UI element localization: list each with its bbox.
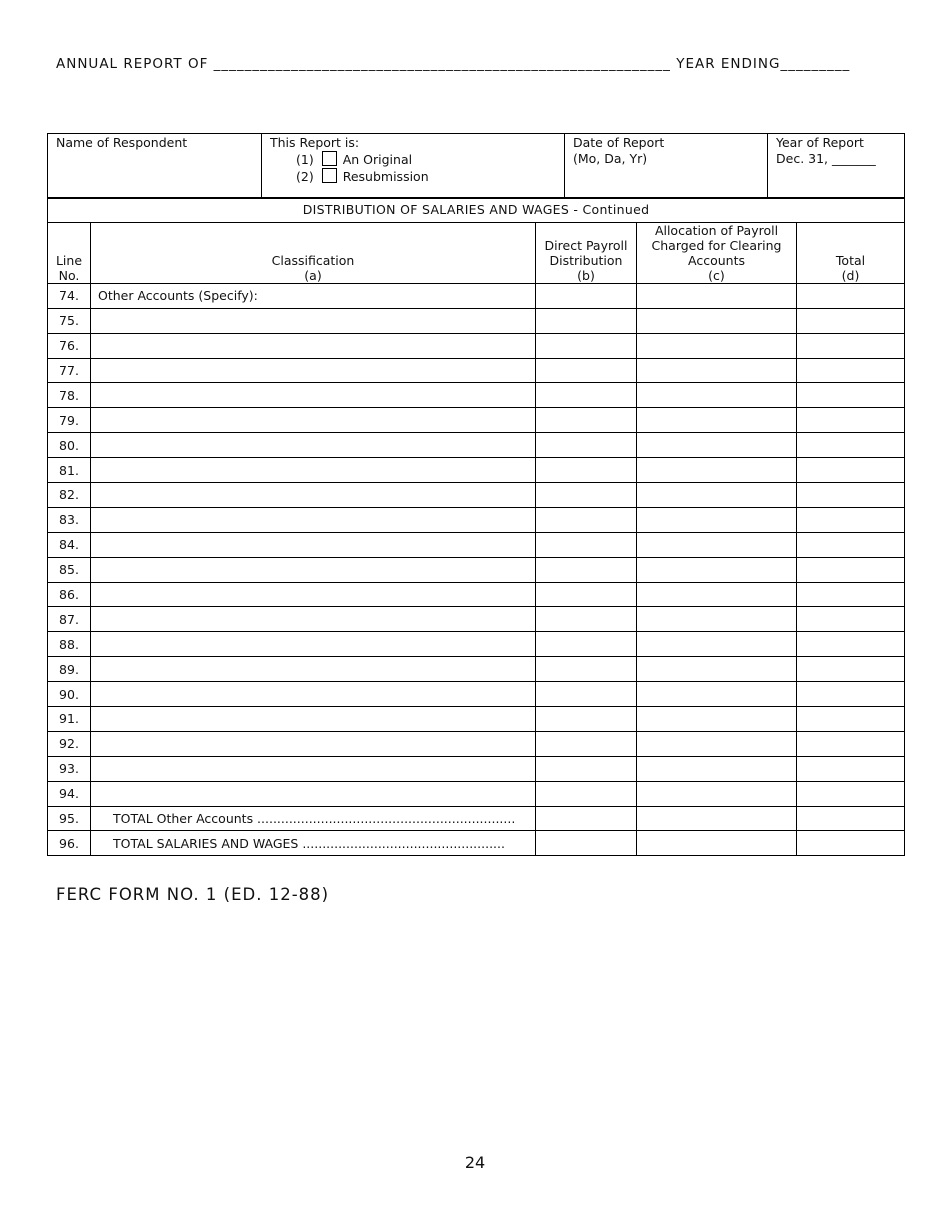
line-number: 95. xyxy=(48,806,91,831)
option1-label: An Original xyxy=(342,152,413,167)
table-row xyxy=(48,707,905,732)
direct-payroll-cell[interactable] xyxy=(536,557,637,582)
classification-cell[interactable] xyxy=(91,682,536,707)
classification-cell[interactable] xyxy=(91,632,536,657)
col-header-line xyxy=(48,222,91,283)
table-row xyxy=(48,408,905,433)
allocation-cell[interactable] xyxy=(637,383,797,408)
report-type-cell xyxy=(262,134,565,199)
direct-payroll-cell[interactable] xyxy=(536,458,637,483)
total-cell[interactable] xyxy=(797,831,905,856)
classification-cell[interactable] xyxy=(91,358,536,383)
col-c-4: (c) xyxy=(708,267,725,283)
table-row xyxy=(48,557,905,582)
total-cell[interactable] xyxy=(797,532,905,557)
table-row xyxy=(48,831,905,856)
classification-cell[interactable] xyxy=(91,308,536,333)
classification-cell[interactable] xyxy=(91,657,536,682)
col-b-1: Direct Payroll xyxy=(544,237,628,253)
direct-payroll-cell[interactable] xyxy=(536,433,637,458)
original-checkbox[interactable] xyxy=(322,151,337,166)
table-row xyxy=(48,433,905,458)
line-number: 78. xyxy=(48,383,91,408)
allocation-cell[interactable] xyxy=(637,756,797,781)
allocation-cell[interactable] xyxy=(637,507,797,532)
respondent-label: Name of Respondent xyxy=(56,135,188,150)
classification-cell[interactable]: TOTAL Other Accounts ................................................................. xyxy=(91,806,536,831)
col-b-3: (b) xyxy=(577,267,595,283)
line-number: 94. xyxy=(48,781,91,806)
allocation-cell[interactable] xyxy=(637,707,797,732)
year-label: Year of Report xyxy=(776,135,864,150)
line-number: 76. xyxy=(48,333,91,358)
direct-payroll-cell[interactable] xyxy=(536,756,637,781)
classification-cell[interactable] xyxy=(91,507,536,532)
direct-payroll-cell[interactable] xyxy=(536,483,637,508)
total-cell[interactable] xyxy=(797,607,905,632)
line-number: 91. xyxy=(48,707,91,732)
line-number: 92. xyxy=(48,731,91,756)
table-row xyxy=(48,458,905,483)
allocation-cell[interactable] xyxy=(637,532,797,557)
total-cell[interactable] xyxy=(797,707,905,732)
total-cell[interactable] xyxy=(797,383,905,408)
line-number: 93. xyxy=(48,756,91,781)
classification-cell[interactable] xyxy=(91,582,536,607)
table-row xyxy=(48,731,905,756)
table-row xyxy=(48,483,905,508)
line-number: 80. xyxy=(48,433,91,458)
line-number: 88. xyxy=(48,632,91,657)
allocation-cell[interactable] xyxy=(637,333,797,358)
classification-cell[interactable] xyxy=(91,756,536,781)
allocation-cell[interactable] xyxy=(637,682,797,707)
col-line-2: No. xyxy=(58,267,80,283)
annual-report-line: ANNUAL REPORT OF ___________________________________________________________ YEAR ENDING_________ xyxy=(56,56,851,72)
classification-cell[interactable] xyxy=(91,532,536,557)
table-row xyxy=(48,682,905,707)
direct-payroll-cell[interactable] xyxy=(536,582,637,607)
total-cell[interactable] xyxy=(797,483,905,508)
classification-cell[interactable] xyxy=(91,458,536,483)
table-row xyxy=(48,632,905,657)
table-row xyxy=(48,383,905,408)
classification-cell[interactable] xyxy=(91,731,536,756)
direct-payroll-cell[interactable] xyxy=(536,707,637,732)
form-id: FERC FORM NO. 1 (ED. 12-88) xyxy=(56,885,330,904)
direct-payroll-cell[interactable] xyxy=(536,408,637,433)
total-cell[interactable] xyxy=(797,781,905,806)
allocation-cell[interactable] xyxy=(637,283,797,308)
option-original xyxy=(270,151,556,168)
col-line-1: Line xyxy=(55,252,83,268)
total-cell[interactable] xyxy=(797,756,905,781)
direct-payroll-cell[interactable] xyxy=(536,831,637,856)
total-cell[interactable] xyxy=(797,731,905,756)
total-cell[interactable] xyxy=(797,507,905,532)
allocation-cell[interactable] xyxy=(637,731,797,756)
respondent-info-table xyxy=(47,133,905,199)
salaries-table xyxy=(47,197,905,856)
line-number: 74. xyxy=(48,283,91,308)
line-number: 90. xyxy=(48,682,91,707)
classification-cell[interactable] xyxy=(91,408,536,433)
year-cell[interactable] xyxy=(768,134,905,199)
direct-payroll-cell[interactable] xyxy=(536,333,637,358)
total-cell[interactable] xyxy=(797,308,905,333)
classification-cell[interactable] xyxy=(91,707,536,732)
allocation-cell[interactable] xyxy=(637,408,797,433)
total-cell[interactable] xyxy=(797,408,905,433)
line-number: 77. xyxy=(48,358,91,383)
option2-label: Resubmission xyxy=(342,169,429,184)
line-number: 83. xyxy=(48,507,91,532)
direct-payroll-cell[interactable] xyxy=(536,507,637,532)
total-cell[interactable] xyxy=(797,333,905,358)
total-cell[interactable] xyxy=(797,557,905,582)
direct-payroll-cell[interactable] xyxy=(536,731,637,756)
direct-payroll-cell[interactable] xyxy=(536,682,637,707)
line-number: 89. xyxy=(48,657,91,682)
line-number: 75. xyxy=(48,308,91,333)
direct-payroll-cell[interactable] xyxy=(536,632,637,657)
direct-payroll-cell[interactable] xyxy=(536,657,637,682)
direct-payroll-cell[interactable] xyxy=(536,283,637,308)
classification-cell[interactable] xyxy=(91,383,536,408)
col-d-1: Total xyxy=(835,252,866,268)
col-b-2: Distribution xyxy=(549,252,623,268)
line-number: 96. xyxy=(48,831,91,856)
direct-payroll-cell[interactable] xyxy=(536,607,637,632)
line-number: 87. xyxy=(48,607,91,632)
table-row xyxy=(48,607,905,632)
classification-cell[interactable]: TOTAL SALARIES AND WAGES ................................................... xyxy=(91,831,536,856)
year-value: Dec. 31, _______ xyxy=(776,151,876,166)
table-title: DISTRIBUTION OF SALARIES AND WAGES - Continued xyxy=(48,198,905,223)
table-row xyxy=(48,532,905,557)
col-d-2: (d) xyxy=(841,267,860,283)
total-cell[interactable] xyxy=(797,582,905,607)
allocation-cell[interactable] xyxy=(637,607,797,632)
table-row xyxy=(48,283,905,308)
classification-cell[interactable] xyxy=(91,557,536,582)
total-cell[interactable] xyxy=(797,657,905,682)
col-a-1: Classification xyxy=(271,252,355,268)
table-row xyxy=(48,333,905,358)
col-header-classification xyxy=(91,222,536,283)
date-label: Date of Report xyxy=(573,135,665,150)
allocation-cell[interactable] xyxy=(637,458,797,483)
date-cell[interactable] xyxy=(565,134,768,199)
direct-payroll-cell[interactable] xyxy=(536,781,637,806)
allocation-cell[interactable] xyxy=(637,806,797,831)
direct-payroll-cell[interactable] xyxy=(536,358,637,383)
col-c-1: Allocation of Payroll xyxy=(654,222,779,238)
report-is-label: This Report is: xyxy=(270,135,360,150)
total-cell[interactable] xyxy=(797,458,905,483)
classification-cell[interactable] xyxy=(91,483,536,508)
table-row xyxy=(48,358,905,383)
option-resubmission xyxy=(270,168,556,185)
table-row xyxy=(48,781,905,806)
line-number: 86. xyxy=(48,582,91,607)
col-header-total xyxy=(797,222,905,283)
classification-cell[interactable] xyxy=(91,433,536,458)
allocation-cell[interactable] xyxy=(637,632,797,657)
col-header-direct-payroll xyxy=(536,222,637,283)
page-number: 24 xyxy=(464,1153,486,1172)
allocation-cell[interactable] xyxy=(637,557,797,582)
classification-cell[interactable] xyxy=(91,781,536,806)
total-cell[interactable] xyxy=(797,358,905,383)
allocation-cell[interactable] xyxy=(637,831,797,856)
col-header-allocation xyxy=(637,222,797,283)
allocation-cell[interactable] xyxy=(637,582,797,607)
table-row xyxy=(48,657,905,682)
total-cell[interactable] xyxy=(797,283,905,308)
col-c-3: Accounts xyxy=(688,252,745,268)
allocation-cell[interactable] xyxy=(637,781,797,806)
line-number: 82. xyxy=(48,483,91,508)
total-cell[interactable] xyxy=(797,632,905,657)
direct-payroll-cell[interactable] xyxy=(536,308,637,333)
direct-payroll-cell[interactable] xyxy=(536,532,637,557)
table-row xyxy=(48,507,905,532)
date-format: (Mo, Da, Yr) xyxy=(573,151,648,166)
direct-payroll-cell[interactable] xyxy=(536,383,637,408)
table-row xyxy=(48,806,905,831)
allocation-cell[interactable] xyxy=(637,657,797,682)
table-row xyxy=(48,756,905,781)
total-cell[interactable] xyxy=(797,806,905,831)
line-number: 85. xyxy=(48,557,91,582)
total-cell[interactable] xyxy=(797,682,905,707)
option2-number: (2) xyxy=(296,169,314,184)
direct-payroll-cell[interactable] xyxy=(536,806,637,831)
classification-cell[interactable]: Other Accounts (Specify): xyxy=(91,283,536,308)
resubmission-checkbox[interactable] xyxy=(322,168,337,183)
option1-number: (1) xyxy=(296,152,314,167)
classification-cell[interactable] xyxy=(91,333,536,358)
line-number: 84. xyxy=(48,532,91,557)
table-row xyxy=(48,308,905,333)
allocation-cell[interactable] xyxy=(637,433,797,458)
col-c-2: Charged for Clearing xyxy=(651,237,782,253)
line-number: 81. xyxy=(48,458,91,483)
allocation-cell[interactable] xyxy=(637,308,797,333)
line-number: 79. xyxy=(48,408,91,433)
allocation-cell[interactable] xyxy=(637,358,797,383)
col-a-2: (a) xyxy=(304,267,322,283)
total-cell[interactable] xyxy=(797,433,905,458)
table-row xyxy=(48,582,905,607)
respondent-cell[interactable] xyxy=(48,134,262,199)
allocation-cell[interactable] xyxy=(637,483,797,508)
classification-cell[interactable] xyxy=(91,607,536,632)
